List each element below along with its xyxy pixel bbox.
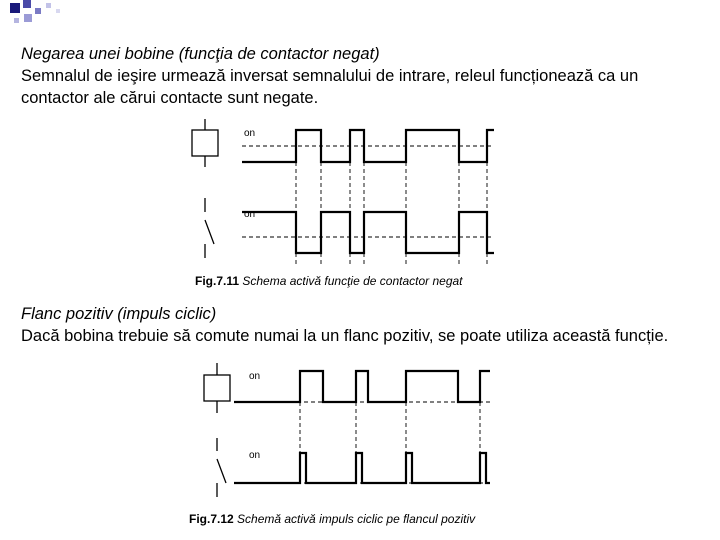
section-body-positive-edge: Dacă bobina trebuie să comute numai la un flanc pozitiv, se poate utiliza această funcție.	[21, 327, 669, 345]
coil-symbol	[204, 363, 230, 413]
contact-symbol	[217, 438, 226, 497]
section-title-negated-coil: Negarea unei bobine (funcţia de contactor negat)	[21, 45, 380, 63]
timing-diagram-positive-edge	[188, 358, 508, 503]
on-label-input: on	[244, 128, 256, 139]
coil-symbol	[192, 119, 218, 167]
on-label-output: on	[244, 209, 256, 220]
caption-text: Schema activă funcţie de contactor negat	[242, 274, 463, 288]
paragraph-negated-coil	[21, 43, 691, 109]
contact-symbol	[205, 198, 214, 258]
caption-label: Fig.7.12	[189, 512, 234, 526]
output-signal-waveform	[242, 212, 494, 253]
on-label-output: on	[249, 450, 261, 461]
dashed-guides	[242, 146, 494, 264]
input-signal-waveform	[234, 371, 490, 402]
timing-diagram-negated-contactor	[188, 116, 508, 266]
output-pulse-waveform	[234, 453, 490, 483]
slide-decoration	[10, 0, 70, 30]
section-body-negated-coil: Semnalul de ieşire urmează inversat semnalului de intrare, releul funcționează ca un contactor ale cărui contacte sunt negate.	[21, 67, 639, 107]
on-label-input: on	[249, 371, 261, 382]
caption-label: Fig.7.11	[195, 274, 240, 288]
caption-text: Schemă activă impuls ciclic pe flancul pozitiv	[237, 512, 476, 526]
section-title-positive-edge: Flanc pozitiv (impuls ciclic)	[21, 305, 217, 323]
figure-caption-7-12	[189, 512, 475, 526]
figure-caption-7-11	[195, 274, 463, 288]
paragraph-positive-edge	[21, 303, 691, 347]
